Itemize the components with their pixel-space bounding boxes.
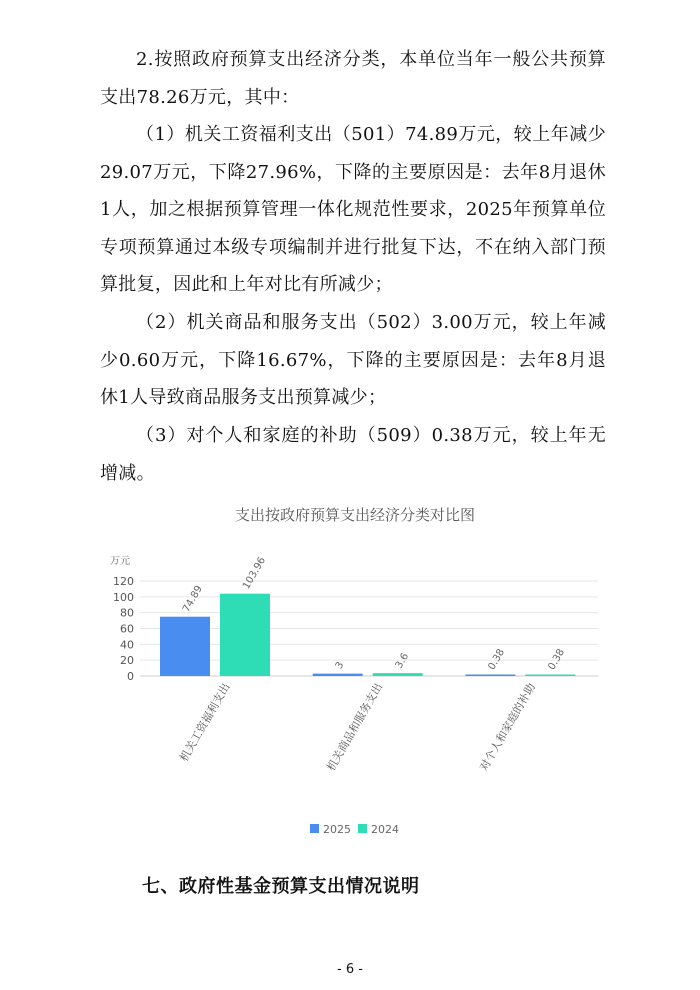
bar-2024 xyxy=(220,594,270,676)
y-tick-label: 40 xyxy=(120,638,134,652)
legend-swatch-2025 xyxy=(310,824,319,833)
y-tick-label: 120 xyxy=(113,575,134,588)
y-tick-label: 20 xyxy=(120,654,134,668)
bar-2024 xyxy=(373,673,423,676)
bar-chart xyxy=(100,496,610,846)
bar-2025 xyxy=(160,617,210,676)
y-tick-label: 80 xyxy=(120,606,134,620)
data-label: 3.6 xyxy=(393,651,412,671)
paragraph-goods-services: （2）机关商品和服务支出（502）3.00万元，较上年减少0.60万元，下降16.67%，下降的主要原因是：去年8月退休1人导致商品服务支出预算减少； xyxy=(100,312,606,408)
page-number: - 6 - xyxy=(337,962,363,977)
x-category-label: 对个人和家庭的补助 xyxy=(477,681,538,774)
y-tick-label: 60 xyxy=(120,622,134,636)
y-tick-label: 0 xyxy=(127,670,134,683)
legend-swatch-2024 xyxy=(358,824,367,833)
chart-title: 支出按政府预算支出经济分类对比图 xyxy=(234,506,476,524)
y-tick-label: 100 xyxy=(113,590,134,604)
bar-chart-svg xyxy=(100,496,610,846)
paragraph-economic-classification: 2.按照政府预算支出经济分类，本单位当年一般公共预算支出78.26万元，其中： xyxy=(100,49,606,108)
data-label: 0.38 xyxy=(546,647,568,672)
data-label: 103.96 xyxy=(241,555,269,592)
bar-2025 xyxy=(313,674,363,676)
section-heading: 七、政府性基金预算支出情况说明 xyxy=(142,876,420,897)
paragraph-wages-welfare: （1）机关工资福利支出（501）74.89万元，较上年减少29.07万元，下降27.96%，下降的主要原因是：去年8月退休1人，加之根据预算管理一体化规范性要求，2025年预算单位专项预算通过本级专项编制并进行批复下达，不在纳入部门预算批复，因此和上年对比有所减少； xyxy=(100,124,606,295)
y-axis-unit-label: 万元 xyxy=(110,556,130,567)
paragraph-household-subsidy: （3）对个人和家庭的补助（509）0.38万元，较上年无增减。 xyxy=(100,425,606,484)
x-category-label: 机关工资福利支出 xyxy=(177,681,233,764)
legend-label-2025: 2025 xyxy=(323,823,351,836)
data-label: 3 xyxy=(333,660,347,672)
x-category-label: 机关商品和服务支出 xyxy=(324,681,386,774)
bar-2025 xyxy=(465,675,515,677)
legend-label-2024: 2024 xyxy=(371,823,399,836)
bar-2024 xyxy=(525,675,575,677)
data-label: 74.89 xyxy=(181,583,205,615)
data-label: 0.38 xyxy=(486,647,508,672)
